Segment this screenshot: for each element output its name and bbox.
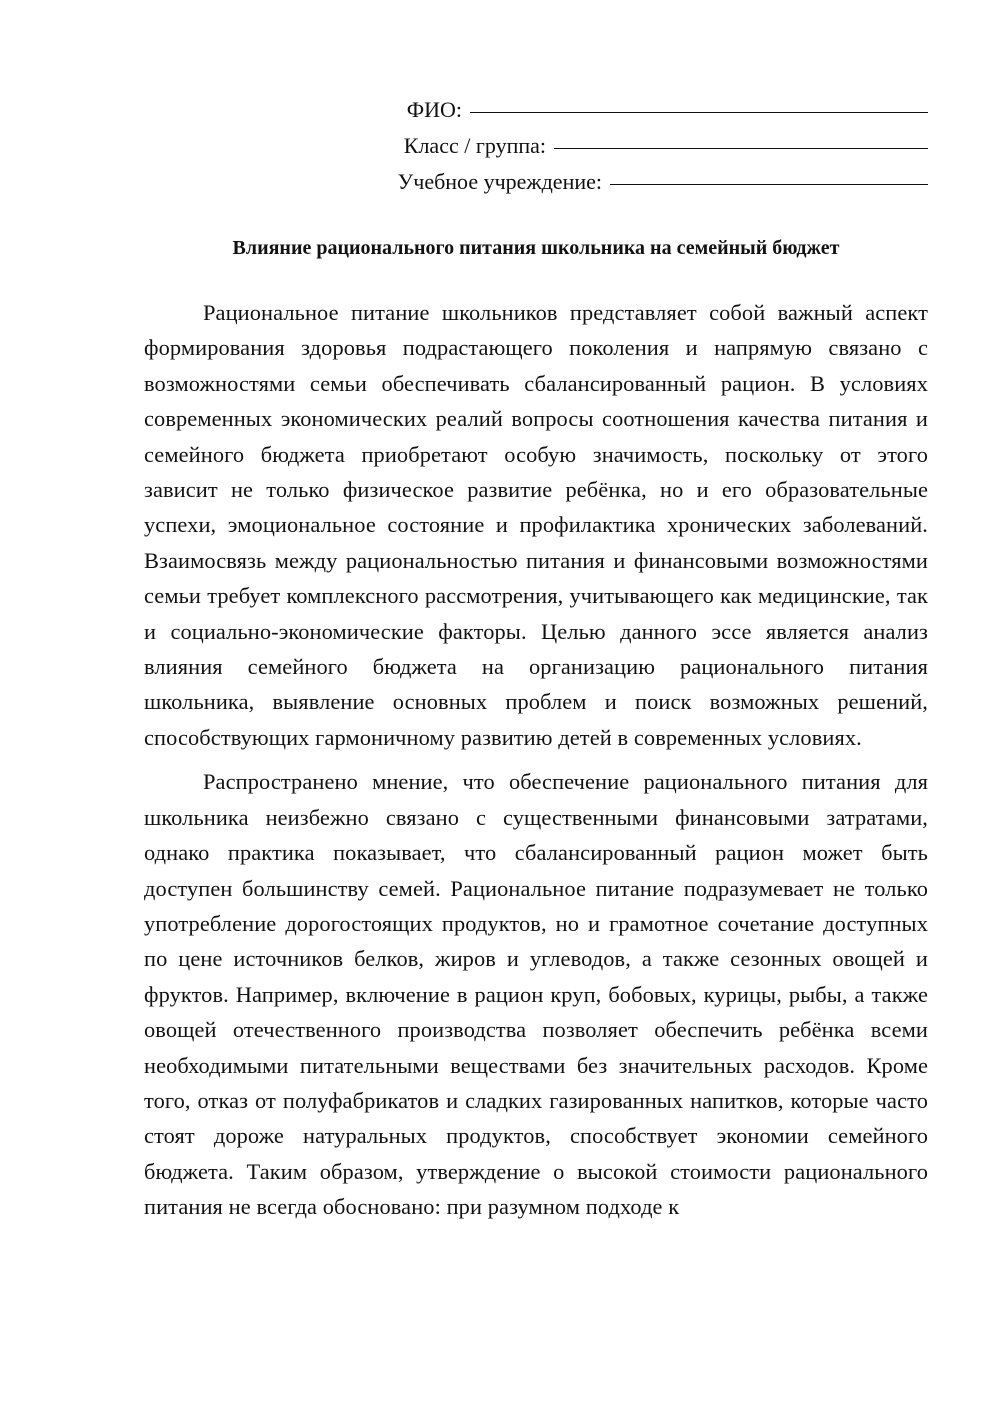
document-title: Влияние рационального питания школьника на семейный бюджет	[232, 237, 840, 259]
school-field[interactable]	[610, 162, 928, 185]
essay-body	[144, 295, 928, 1234]
school-label: Учебное учреждение:	[397, 169, 602, 194]
fio-field[interactable]	[470, 90, 928, 113]
paragraph: Рациональное питание школьников представляет собой важный аспект формирования здоровья подрастающего поколения и напрямую связано с возможностями семьи обеспечивать сбалансированный рацион. В условиях современных экономических реалий вопросы соотношения качества питания и семейного бюджета приобретают особую значимость, поскольку от этого зависит не только физическое развитие ребёнка, но и его образовательные успехи, эмоциональное состояние и профилактика хронических заболеваний. Взаимосвязь между рациональностью питания и финансовыми возможностями семьи требует комплексного рассмотрения, учитывающего как медицинские, так и социально-экономические факторы. Целью данного эссе является анализ влияния семейного бюджета на организацию рационального питания школьника, выявление основных проблем и поиск возможных решений, способствующих гармоничному развитию детей в современных условиях.	[144, 300, 928, 750]
paragraph: Распространено мнение, что обеспечение рационального питания для школьника неизбежно связано с существенными финансовыми затратами, однако практика показывает, что сбалансированный рацион может быть доступен большинству семей. Рациональное питание подразумевает не только употребление дорогостоящих продуктов, но и грамотное сочетание доступных по цене источников белков, жиров и углеводов, а также сезонных овощей и фруктов. Например, включение в рацион круп, бобовых, курицы, рыбы, а также овощей отечественного производства позволяет обеспечить ребёнка всеми необходимыми питательными веществами без значительных расходов. Кроме того, отказ от полуфабрикатов и сладких газированных напитков, которые часто стоят дороже натуральных продуктов, способствует экономии семейного бюджета. Таким образом, утверждение о высокой стоимости рационального питания не всегда обосновано: при разумном подходе к	[144, 769, 928, 1220]
class-field[interactable]	[554, 126, 928, 149]
class-label: Класс / группа:	[403, 133, 546, 158]
fio-line	[360, 92, 928, 128]
class-line	[360, 128, 928, 164]
school-line	[360, 164, 928, 200]
fio-label: ФИО:	[406, 97, 462, 122]
student-info-header	[360, 92, 928, 200]
